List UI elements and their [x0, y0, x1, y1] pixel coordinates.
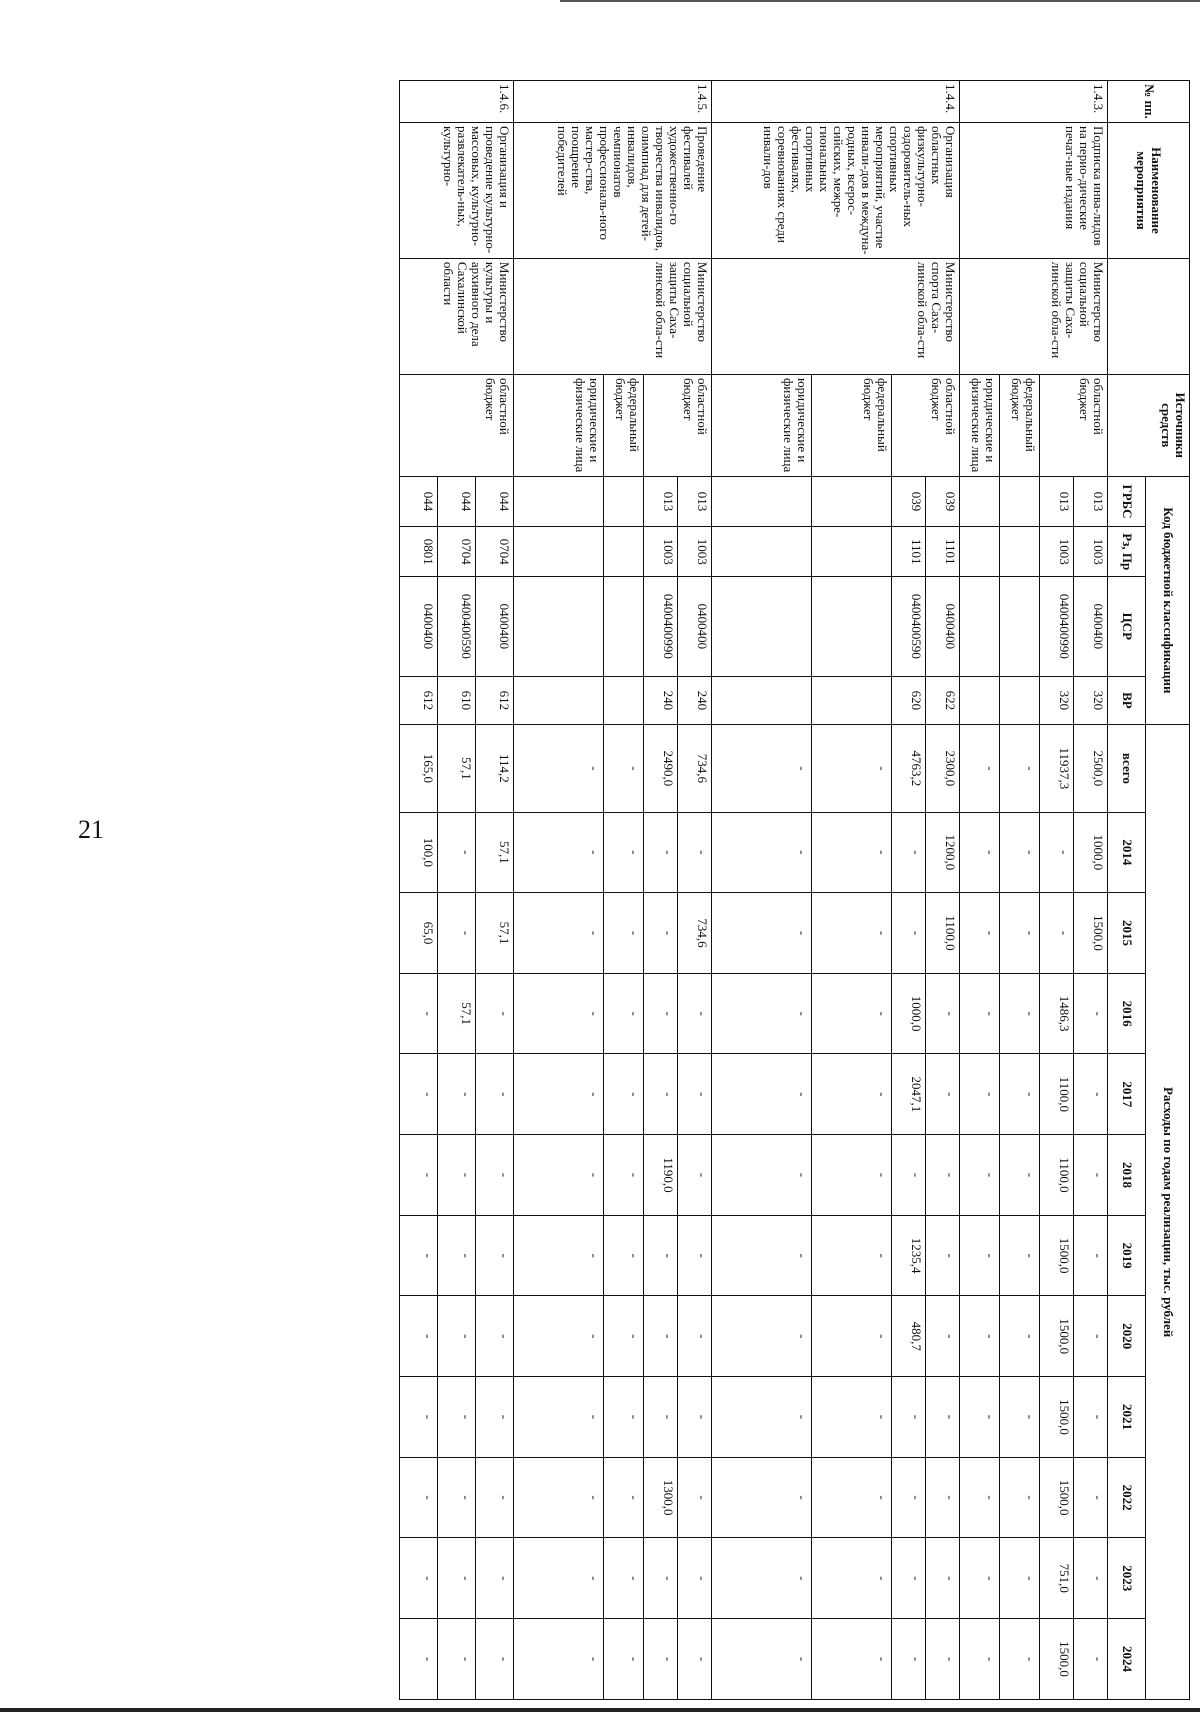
year-value-cell: -: [678, 973, 712, 1054]
dash-cell: -: [604, 1135, 644, 1216]
total-header: всего: [1108, 725, 1146, 812]
year-value-cell: -: [644, 1215, 678, 1296]
budget-table: [399, 80, 1190, 1700]
year-value-cell: -: [678, 1457, 712, 1538]
total-cell: 165,0: [400, 725, 438, 812]
year-value-cell: -: [438, 1135, 476, 1216]
dash-cell: -: [1000, 812, 1040, 893]
dash-cell: -: [960, 1054, 1000, 1135]
year-value-cell: -: [678, 1538, 712, 1619]
dash-cell: -: [812, 893, 892, 974]
vr-cell: 620: [892, 676, 926, 725]
item-executor: Министерство спорта Саха-линской обла-сти: [712, 258, 960, 374]
scan-edge-bottom: [0, 1708, 1200, 1712]
dash-cell: -: [1000, 1377, 1040, 1458]
dash-cell: -: [960, 725, 1000, 812]
empty-cell: [712, 476, 812, 527]
scan-edge-top: [560, 0, 1200, 2]
year-value-cell: -: [644, 1538, 678, 1619]
year-value-cell: -: [438, 1215, 476, 1296]
csr-cell: 0400400: [1074, 577, 1108, 676]
source-regional: областной бюджет: [400, 374, 514, 476]
csr-cell: 0400400: [400, 577, 438, 676]
dash-cell: -: [712, 1538, 812, 1619]
year-header: 2014: [1108, 812, 1146, 893]
year-value-cell: -: [926, 1135, 960, 1216]
year-value-cell: -: [1074, 1215, 1108, 1296]
year-value-cell: -: [400, 1538, 438, 1619]
year-value-cell: -: [1074, 973, 1108, 1054]
vr-cell: 610: [438, 676, 476, 725]
grbs-cell: 013: [678, 476, 712, 527]
dash-cell: -: [960, 1619, 1000, 1700]
dash-cell: -: [604, 1377, 644, 1458]
item-name: Организация и проведение культурно-массовых, культурно-развлекатель-ных, культурно-: [400, 122, 514, 258]
table-row: [476, 81, 514, 1700]
empty-cell: [812, 527, 892, 577]
year-value-cell: -: [1074, 1538, 1108, 1619]
item-name: Организация областных физкультурно-оздоровитель-ных спортивных мероприятий, участие инвали-дов в междуна-родных, всерос-сийских, межре-гиональных спортивных фестивалях, соревнованиях среди инвали-дов: [712, 122, 960, 258]
dash-cell: -: [1000, 893, 1040, 974]
year-value-cell: 480,7: [892, 1296, 926, 1377]
year-value-cell: -: [400, 1054, 438, 1135]
rzpr-cell: 0704: [476, 527, 514, 577]
item-number: 1.4.4.: [712, 81, 960, 123]
year-value-cell: -: [1040, 812, 1074, 893]
year-value-cell: -: [644, 1619, 678, 1700]
dash-cell: -: [1000, 1538, 1040, 1619]
year-value-cell: -: [678, 1619, 712, 1700]
year-value-cell: -: [476, 1135, 514, 1216]
dash-cell: -: [514, 1135, 604, 1216]
rzpr-cell: 1003: [1074, 527, 1108, 577]
empty-cell: [604, 527, 644, 577]
dash-cell: -: [604, 973, 644, 1054]
source-legal: юридические и физические лица: [514, 374, 604, 476]
year-value-cell: 1000,0: [892, 973, 926, 1054]
dash-cell: -: [960, 1215, 1000, 1296]
dash-cell: -: [712, 1215, 812, 1296]
dash-cell: -: [514, 1538, 604, 1619]
dash-cell: -: [604, 1054, 644, 1135]
dash-cell: -: [604, 725, 644, 812]
year-value-cell: -: [678, 1054, 712, 1135]
year-value-cell: 65,0: [400, 893, 438, 974]
dash-cell: -: [604, 1215, 644, 1296]
page-number: 21: [78, 815, 104, 844]
year-value-cell: -: [476, 1457, 514, 1538]
dash-cell: -: [604, 893, 644, 974]
year-value-cell: -: [644, 812, 678, 893]
dash-cell: -: [1000, 1296, 1040, 1377]
item-executor: Министерство социальной защиты Саха-линской обла-сти: [960, 258, 1108, 374]
dash-cell: -: [514, 725, 604, 812]
empty-cell: [960, 676, 1000, 725]
year-value-cell: -: [400, 1296, 438, 1377]
dash-cell: -: [812, 725, 892, 812]
year-value-cell: -: [438, 1296, 476, 1377]
grbs-cell: 013: [1040, 476, 1074, 527]
rzpr-cell: 0704: [438, 527, 476, 577]
dash-cell: -: [960, 1377, 1000, 1458]
empty-cell: [812, 476, 892, 527]
col-executor-header: [1108, 258, 1190, 374]
year-value-cell: 100,0: [400, 812, 438, 893]
dash-cell: -: [712, 1296, 812, 1377]
year-value-cell: 1235,4: [892, 1215, 926, 1296]
dash-cell: -: [1000, 725, 1040, 812]
csr-header: ЦСР: [1108, 577, 1146, 676]
item-number: 1.4.3.: [960, 81, 1108, 123]
vr-cell: 612: [476, 676, 514, 725]
year-value-cell: -: [926, 1538, 960, 1619]
year-value-cell: -: [400, 973, 438, 1054]
budget-code-header: Код бюджетной классификации: [1146, 476, 1190, 725]
csr-cell: 0400400: [926, 577, 960, 676]
dash-cell: -: [1000, 1054, 1040, 1135]
source-legal: юридические и физические лица: [712, 374, 812, 476]
year-value-cell: -: [476, 1538, 514, 1619]
year-value-cell: -: [926, 973, 960, 1054]
year-value-cell: 1100,0: [1040, 1135, 1074, 1216]
year-value-cell: -: [438, 1538, 476, 1619]
empty-cell: [712, 577, 812, 676]
table-row: [678, 81, 712, 1700]
dash-cell: -: [812, 1296, 892, 1377]
total-cell: 2490,0: [644, 725, 678, 812]
empty-cell: [514, 527, 604, 577]
year-value-cell: -: [400, 1135, 438, 1216]
year-value-cell: -: [678, 812, 712, 893]
year-value-cell: 1100,0: [1040, 1054, 1074, 1135]
year-value-cell: -: [678, 1135, 712, 1216]
year-value-cell: -: [438, 1054, 476, 1135]
source-regional: областной бюджет: [892, 374, 960, 476]
empty-cell: [812, 577, 892, 676]
year-value-cell: -: [476, 1054, 514, 1135]
dash-cell: -: [712, 1619, 812, 1700]
dash-cell: -: [812, 812, 892, 893]
year-value-cell: -: [438, 1377, 476, 1458]
year-value-cell: -: [926, 1215, 960, 1296]
empty-cell: [1000, 527, 1040, 577]
dash-cell: -: [604, 1457, 644, 1538]
source-legal: юридические и физические лица: [960, 374, 1000, 476]
grbs-cell: 044: [438, 476, 476, 527]
grbs-cell: 039: [926, 476, 960, 527]
year-value-cell: 751,0: [1040, 1538, 1074, 1619]
year-header: 2020: [1108, 1296, 1146, 1377]
dash-cell: -: [960, 1296, 1000, 1377]
empty-cell: [514, 476, 604, 527]
total-cell: 2300,0: [926, 725, 960, 812]
csr-cell: 0400400590: [438, 577, 476, 676]
dash-cell: -: [514, 1215, 604, 1296]
rotated-page: [115, 80, 1190, 1700]
dash-cell: -: [514, 893, 604, 974]
vr-cell: 612: [400, 676, 438, 725]
dash-cell: -: [1000, 1215, 1040, 1296]
year-header: 2016: [1108, 973, 1146, 1054]
dash-cell: -: [812, 1135, 892, 1216]
year-value-cell: -: [926, 1457, 960, 1538]
dash-cell: -: [712, 1377, 812, 1458]
empty-cell: [604, 577, 644, 676]
year-value-cell: 1300,0: [644, 1457, 678, 1538]
year-value-cell: 1500,0: [1040, 1215, 1074, 1296]
year-value-cell: -: [1040, 893, 1074, 974]
item-executor: Министерство социальной защиты Саха-линской обла-сти: [514, 258, 712, 374]
table-row: [1074, 81, 1108, 1700]
grbs-cell: 044: [476, 476, 514, 527]
dash-cell: -: [960, 973, 1000, 1054]
empty-cell: [960, 527, 1000, 577]
csr-cell: 0400400990: [1040, 577, 1074, 676]
year-value-cell: -: [892, 1538, 926, 1619]
vr-cell: 320: [1040, 676, 1074, 725]
header-row-1: [1146, 81, 1190, 1700]
year-value-cell: 2047,1: [892, 1054, 926, 1135]
dash-cell: -: [712, 893, 812, 974]
dash-cell: -: [960, 1457, 1000, 1538]
year-value-cell: -: [1074, 1296, 1108, 1377]
year-value-cell: -: [476, 1377, 514, 1458]
year-value-cell: 1500,0: [1040, 1296, 1074, 1377]
empty-cell: [812, 676, 892, 725]
dash-cell: -: [514, 973, 604, 1054]
vr-cell: 622: [926, 676, 960, 725]
empty-cell: [514, 577, 604, 676]
item-name: Подписка инва-лидов на перио-дические печат-ные издания: [960, 122, 1108, 258]
item-executor: Министерство культуры и архивного дела Сахалинской области: [400, 258, 514, 374]
year-value-cell: 57,1: [476, 893, 514, 974]
year-header: 2024: [1108, 1619, 1146, 1700]
year-value-cell: -: [892, 893, 926, 974]
col-num-header: № пп.: [1108, 81, 1190, 123]
source-federal: федеральный бюджет: [1000, 374, 1040, 476]
dash-cell: -: [604, 1619, 644, 1700]
year-value-cell: -: [926, 1296, 960, 1377]
total-cell: 11937,3: [1040, 725, 1074, 812]
item-number: 1.4.6.: [400, 81, 514, 123]
year-value-cell: -: [400, 1619, 438, 1700]
empty-cell: [1000, 676, 1040, 725]
dash-cell: -: [712, 812, 812, 893]
year-value-cell: -: [892, 1457, 926, 1538]
year-value-cell: -: [678, 1215, 712, 1296]
dash-cell: -: [812, 1054, 892, 1135]
rzpr-cell: 1003: [1040, 527, 1074, 577]
year-value-cell: 1500,0: [1040, 1377, 1074, 1458]
table-body: [400, 81, 1108, 1700]
dash-cell: -: [712, 1054, 812, 1135]
empty-cell: [712, 676, 812, 725]
dash-cell: -: [960, 812, 1000, 893]
year-value-cell: -: [926, 1619, 960, 1700]
csr-cell: 0400400: [678, 577, 712, 676]
year-header: 2023: [1108, 1538, 1146, 1619]
dash-cell: -: [604, 812, 644, 893]
col-name-header: Наименование мероприятия: [1108, 122, 1190, 258]
dash-cell: -: [812, 973, 892, 1054]
dash-cell: -: [960, 1538, 1000, 1619]
empty-cell: [960, 577, 1000, 676]
expenses-header: Расходы по годам реализации, тыс. рублей: [1146, 725, 1190, 1700]
year-value-cell: -: [400, 1457, 438, 1538]
year-value-cell: -: [438, 893, 476, 974]
year-value-cell: 57,1: [438, 973, 476, 1054]
year-value-cell: -: [926, 1054, 960, 1135]
year-value-cell: -: [678, 1296, 712, 1377]
total-cell: 57,1: [438, 725, 476, 812]
csr-cell: 0400400: [476, 577, 514, 676]
year-value-cell: 734,6: [678, 893, 712, 974]
year-value-cell: 1500,0: [1040, 1457, 1074, 1538]
grbs-cell: 044: [400, 476, 438, 527]
grbs-header: ГРБС: [1108, 476, 1146, 527]
rzpr-cell: 0801: [400, 527, 438, 577]
dash-cell: -: [514, 1457, 604, 1538]
year-value-cell: -: [892, 812, 926, 893]
empty-cell: [712, 527, 812, 577]
total-cell: 2500,0: [1074, 725, 1108, 812]
total-cell: 734,6: [678, 725, 712, 812]
dash-cell: -: [1000, 1457, 1040, 1538]
year-value-cell: 1190,0: [644, 1135, 678, 1216]
dash-cell: -: [514, 1296, 604, 1377]
year-value-cell: -: [476, 1296, 514, 1377]
year-header: 2022: [1108, 1457, 1146, 1538]
dash-cell: -: [712, 973, 812, 1054]
grbs-cell: 013: [1074, 476, 1108, 527]
source-federal: федеральный бюджет: [812, 374, 892, 476]
vr-cell: 320: [1074, 676, 1108, 725]
dash-cell: -: [812, 1619, 892, 1700]
dash-cell: -: [812, 1538, 892, 1619]
vr-cell: 240: [678, 676, 712, 725]
year-value-cell: -: [644, 1377, 678, 1458]
grbs-cell: 013: [644, 476, 678, 527]
year-value-cell: -: [476, 1619, 514, 1700]
year-value-cell: -: [1074, 1457, 1108, 1538]
dash-cell: -: [812, 1457, 892, 1538]
year-value-cell: -: [644, 1296, 678, 1377]
source-federal: федеральный бюджет: [604, 374, 644, 476]
dash-cell: -: [712, 725, 812, 812]
year-value-cell: 1500,0: [1040, 1619, 1074, 1700]
empty-cell: [604, 476, 644, 527]
source-regional: областной бюджет: [1040, 374, 1108, 476]
year-value-cell: -: [400, 1377, 438, 1458]
year-value-cell: -: [438, 812, 476, 893]
dash-cell: -: [1000, 1135, 1040, 1216]
year-value-cell: -: [892, 1619, 926, 1700]
csr-cell: 0400400590: [892, 577, 926, 676]
year-value-cell: -: [438, 1457, 476, 1538]
year-value-cell: -: [476, 1215, 514, 1296]
year-header: 2018: [1108, 1135, 1146, 1216]
year-value-cell: 57,1: [476, 812, 514, 893]
dash-cell: -: [960, 893, 1000, 974]
year-value-cell: 1100,0: [926, 893, 960, 974]
empty-cell: [604, 676, 644, 725]
col-sources-header: Источники средств: [1108, 374, 1190, 476]
dash-cell: -: [960, 1135, 1000, 1216]
year-value-cell: -: [644, 893, 678, 974]
empty-cell: [1000, 476, 1040, 527]
year-value-cell: -: [1074, 1135, 1108, 1216]
rzpr-cell: 1003: [678, 527, 712, 577]
rzpr-cell: 1101: [892, 527, 926, 577]
empty-cell: [960, 476, 1000, 527]
dash-cell: -: [1000, 1619, 1040, 1700]
year-value-cell: -: [926, 1377, 960, 1458]
vr-cell: 240: [644, 676, 678, 725]
source-regional: областной бюджет: [644, 374, 712, 476]
year-value-cell: 1500,0: [1074, 893, 1108, 974]
total-cell: 114,2: [476, 725, 514, 812]
year-value-cell: 1200,0: [926, 812, 960, 893]
year-value-cell: -: [892, 1135, 926, 1216]
year-value-cell: -: [678, 1377, 712, 1458]
dash-cell: -: [604, 1538, 644, 1619]
csr-cell: 0400400990: [644, 577, 678, 676]
empty-cell: [1000, 577, 1040, 676]
dash-cell: -: [712, 1135, 812, 1216]
year-header: 2021: [1108, 1377, 1146, 1458]
year-value-cell: -: [644, 1054, 678, 1135]
rzpr-cell: 1101: [926, 527, 960, 577]
vr-header: ВР: [1108, 676, 1146, 725]
rzpr-cell: 1003: [644, 527, 678, 577]
year-value-cell: -: [438, 1619, 476, 1700]
dash-cell: -: [514, 1054, 604, 1135]
dash-cell: -: [514, 1377, 604, 1458]
dash-cell: -: [514, 812, 604, 893]
year-value-cell: -: [476, 973, 514, 1054]
year-value-cell: 1000,0: [1074, 812, 1108, 893]
year-value-cell: -: [644, 973, 678, 1054]
year-value-cell: -: [1074, 1619, 1108, 1700]
year-header: 2015: [1108, 893, 1146, 974]
table-row: [926, 81, 960, 1700]
year-value-cell: -: [400, 1215, 438, 1296]
total-cell: 4763,2: [892, 725, 926, 812]
year-value-cell: -: [892, 1377, 926, 1458]
dash-cell: -: [604, 1296, 644, 1377]
rzpr-header: Рз, Пр: [1108, 527, 1146, 577]
item-name: Проведение фестивалей художественно-го творчества инвалидов, олимпиад для детей-инвалидов, чемпионатов профессиональ-ного мастер-ства, поощрение победителей: [514, 122, 712, 258]
year-header: 2019: [1108, 1215, 1146, 1296]
year-value-cell: -: [1074, 1054, 1108, 1135]
empty-cell: [514, 676, 604, 725]
dash-cell: -: [1000, 973, 1040, 1054]
dash-cell: -: [812, 1215, 892, 1296]
grbs-cell: 039: [892, 476, 926, 527]
year-value-cell: -: [1074, 1377, 1108, 1458]
year-value-cell: 1486,3: [1040, 973, 1074, 1054]
item-number: 1.4.5.: [514, 81, 712, 123]
dash-cell: -: [514, 1619, 604, 1700]
dash-cell: -: [812, 1377, 892, 1458]
year-header: 2017: [1108, 1054, 1146, 1135]
dash-cell: -: [712, 1457, 812, 1538]
